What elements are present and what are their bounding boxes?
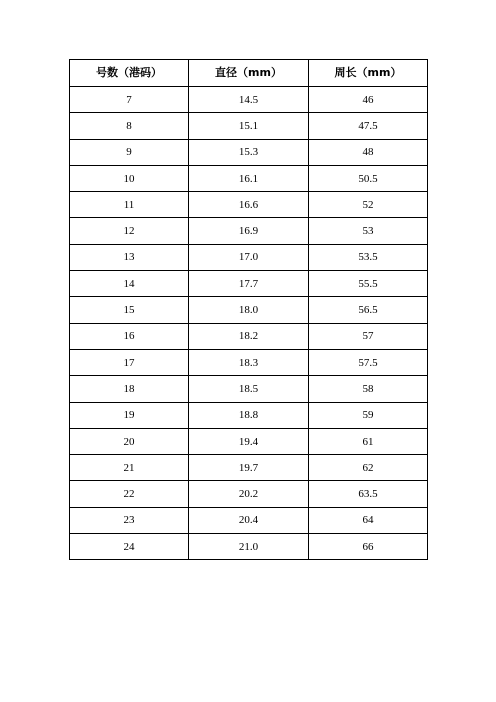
cell-size-number: 18 xyxy=(70,376,189,402)
cell-circumference: 55.5 xyxy=(309,271,428,297)
table-row xyxy=(70,428,428,454)
cell-size-number: 22 xyxy=(70,481,189,507)
cell-diameter: 18.3 xyxy=(189,349,309,375)
cell-circumference: 57.5 xyxy=(309,349,428,375)
table-row xyxy=(70,534,428,560)
table-row xyxy=(70,113,428,139)
cell-diameter: 15.3 xyxy=(189,139,309,165)
table-row xyxy=(70,507,428,533)
cell-size-number: 14 xyxy=(70,271,189,297)
cell-circumference: 62 xyxy=(309,455,428,481)
cell-circumference: 48 xyxy=(309,139,428,165)
table-row xyxy=(70,244,428,270)
cell-size-number: 9 xyxy=(70,139,189,165)
table-row xyxy=(70,271,428,297)
table-row xyxy=(70,192,428,218)
cell-size-number: 13 xyxy=(70,244,189,270)
cell-circumference: 61 xyxy=(309,428,428,454)
ring-size-table xyxy=(69,59,428,560)
cell-diameter: 18.5 xyxy=(189,376,309,402)
table-row xyxy=(70,139,428,165)
cell-size-number: 20 xyxy=(70,428,189,454)
cell-size-number: 17 xyxy=(70,349,189,375)
cell-circumference: 57 xyxy=(309,323,428,349)
cell-diameter: 20.4 xyxy=(189,507,309,533)
table-row xyxy=(70,218,428,244)
cell-diameter: 19.7 xyxy=(189,455,309,481)
cell-diameter: 19.4 xyxy=(189,428,309,454)
table-body xyxy=(70,87,428,560)
cell-circumference: 58 xyxy=(309,376,428,402)
cell-diameter: 18.2 xyxy=(189,323,309,349)
cell-size-number: 11 xyxy=(70,192,189,218)
cell-size-number: 7 xyxy=(70,87,189,113)
cell-diameter: 14.5 xyxy=(189,87,309,113)
cell-circumference: 66 xyxy=(309,534,428,560)
cell-diameter: 17.0 xyxy=(189,244,309,270)
cell-circumference: 63.5 xyxy=(309,481,428,507)
table-row xyxy=(70,323,428,349)
cell-size-number: 24 xyxy=(70,534,189,560)
cell-circumference: 47.5 xyxy=(309,113,428,139)
cell-diameter: 18.0 xyxy=(189,297,309,323)
cell-diameter: 16.9 xyxy=(189,218,309,244)
table-row xyxy=(70,481,428,507)
cell-circumference: 46 xyxy=(309,87,428,113)
table-row xyxy=(70,87,428,113)
cell-diameter: 15.1 xyxy=(189,113,309,139)
cell-size-number: 8 xyxy=(70,113,189,139)
table-row xyxy=(70,455,428,481)
cell-diameter: 16.6 xyxy=(189,192,309,218)
cell-circumference: 53.5 xyxy=(309,244,428,270)
cell-size-number: 19 xyxy=(70,402,189,428)
cell-circumference: 56.5 xyxy=(309,297,428,323)
cell-size-number: 10 xyxy=(70,165,189,191)
cell-diameter: 20.2 xyxy=(189,481,309,507)
cell-diameter: 21.0 xyxy=(189,534,309,560)
header-size-number: 号数（港码） xyxy=(70,60,189,87)
table-header xyxy=(70,60,428,87)
header-circumference: 周长（mm） xyxy=(309,60,428,87)
cell-size-number: 16 xyxy=(70,323,189,349)
cell-diameter: 18.8 xyxy=(189,402,309,428)
table-row xyxy=(70,349,428,375)
cell-diameter: 16.1 xyxy=(189,165,309,191)
table-row xyxy=(70,376,428,402)
table-row xyxy=(70,297,428,323)
cell-size-number: 23 xyxy=(70,507,189,533)
cell-size-number: 15 xyxy=(70,297,189,323)
table-row xyxy=(70,402,428,428)
cell-circumference: 52 xyxy=(309,192,428,218)
cell-circumference: 50.5 xyxy=(309,165,428,191)
cell-circumference: 59 xyxy=(309,402,428,428)
cell-circumference: 53 xyxy=(309,218,428,244)
table-row xyxy=(70,165,428,191)
header-row xyxy=(70,60,428,87)
cell-diameter: 17.7 xyxy=(189,271,309,297)
header-diameter: 直径（mm） xyxy=(189,60,309,87)
cell-size-number: 21 xyxy=(70,455,189,481)
cell-circumference: 64 xyxy=(309,507,428,533)
cell-size-number: 12 xyxy=(70,218,189,244)
